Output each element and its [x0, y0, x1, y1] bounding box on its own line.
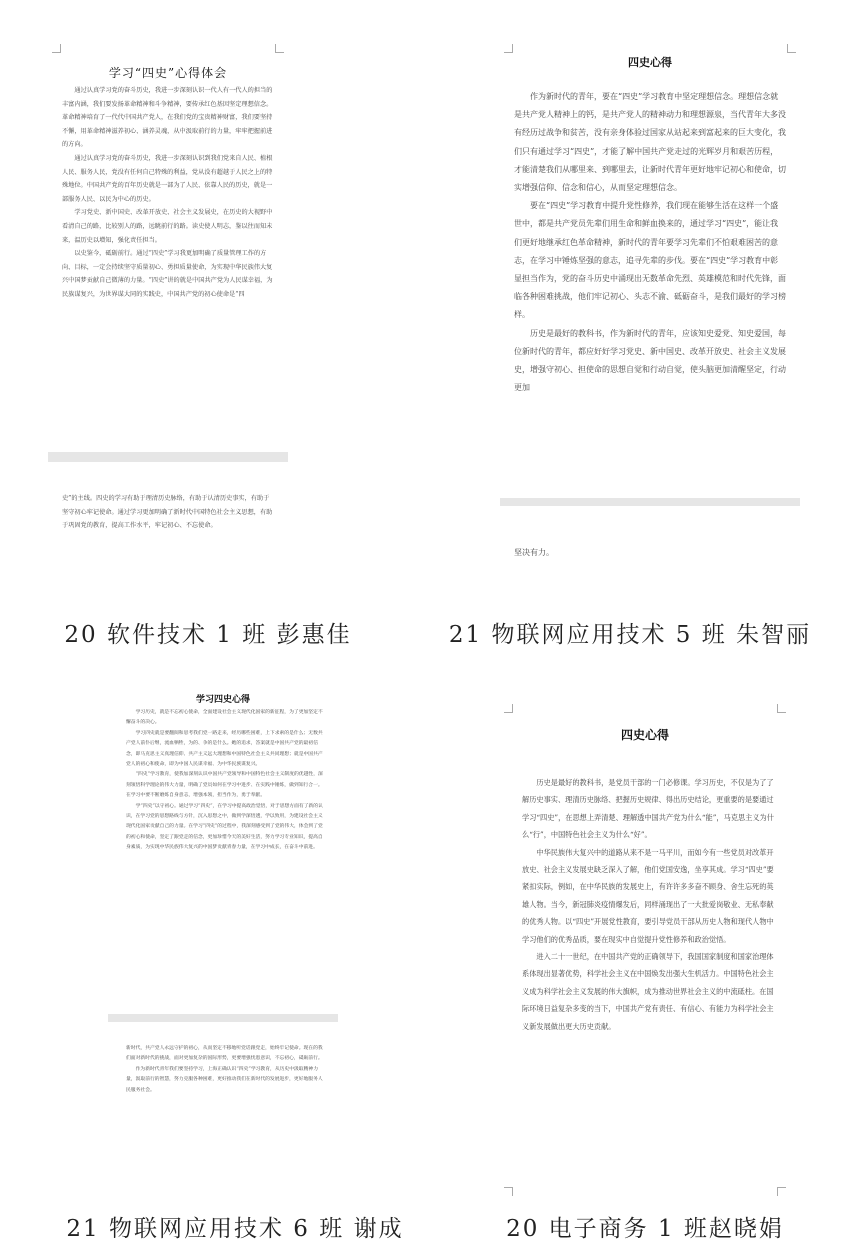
corner-mark — [504, 1187, 513, 1196]
corner-mark — [275, 44, 284, 53]
document-3 — [108, 680, 338, 1200]
corner-mark — [787, 44, 796, 53]
caption-3: 21 物联网应用技术 6 班 谢成 — [66, 1216, 404, 1242]
document-1 — [48, 40, 288, 580]
document-4 — [500, 700, 790, 1200]
corner-mark — [504, 44, 513, 53]
caption-2: 21 物联网应用技术 5 班 朱智丽 — [448, 622, 812, 648]
doc3-paragraph: 新时代，共产党人永远守护的初心，从而坚定不移地听党话跟党走，始终牢记使命。现在的我们面对新时代的挑战，面对更加复杂的国际形势，更要增强忧患意识，不忘初心，砥砺前行。 — [126, 1046, 323, 1062]
doc3-title: 学习四史心得 — [195, 695, 250, 705]
doc3-paragraph: 学习四史就是要翻阅和思考我们党一路走来，经历哪些困难，上下求索的是什么；无数共产党人前仆后继，流血牺牲，为的、争的是什么。她的追求，答案就是中国共产党的最初信念，即马克思主义真理信仰、共产主义远大理想和中国特色社会主义共同理想；就是中国共产党人的初心和使命，即为中国人民谋幸福、为中华民族谋复兴。 — [126, 730, 323, 768]
doc1-paragraph: 以史鉴今，砥砺前行。通过“四史”学习我更加明确了质量管理工作的方向、目标，一定会持续坚守质量初心、勇担质量使命，为实现中华民族伟大复兴中国梦贡献自己微薄的力量。“四史”讲的就是中国共产党为人民谋幸福，为民族谋复兴，为世界谋大同的实践史，中国共产党的初心使命是“四 — [62, 250, 273, 298]
doc4-paragraph: 历史是最好的教科书，是党员干部的一门必修课。学习历史，不仅是为了了解历史事实、理清历史脉络、把握历史规律、得出历史结论，更重要的是要通过学习“四史”，在思想上弄清楚、理解透中国共产党为什么“能”，马克思主义为什么“行”，中国特色社会主义为什么“好”。 — [522, 778, 774, 840]
doc1-page-2 — [48, 480, 288, 580]
doc1-paragraph: 通过认真学习党的奋斗历史，我进一步深刻认识一代人有一代人的担当的丰富内涵，我们要发扬革命精神和斗争精神，要传承红色基因坚定理想信念。革命精神培育了一代代中国共产党人，在我们党的宝贵精神财富，我们要坚持不懈，用革命精神滋养初心、涵养灵魂，从中汲取前行的力量，牢牢把握前进的方向。 — [62, 87, 273, 149]
doc1-paragraph: 学习党史、新中国史、改革开放史、社会主义发展史，在历史的大视野中看清自己的路，比较别人的路，远眺前行的路。读史使人明志，鉴以往而知未来，温历史以增知，强化责任担当。 — [62, 209, 273, 244]
doc2-title: 四史心得 — [628, 56, 672, 69]
corner-mark — [777, 1187, 786, 1196]
doc3-paragraph: 学习历史，就是不忘初心使命，全面建设社会主义现代化国家的新征程，为了更加坚定不懈奋斗的决心。 — [126, 710, 323, 726]
doc4-paragraph: 进入二十一世纪，在中国共产党的正确领导下，我国国家制度和国家治理体系体现出显著优势，科学社会主义在中国焕发出强大生机活力。中国特色社会主义成为科学社会主义发展的伟大旗帜，成为推动世界社会主义的中流砥柱。在国际环境日益复杂多变的当下，中国共产党有责任、有信心、有能力为科学社会主义新发展做出更大历史贡献。 — [522, 952, 774, 1031]
doc4-paragraph: 中华民族伟大复兴中的道路从来不是一马平川，而如今有一些党员对改革开放史、社会主义发展史缺乏深入了解，他们党国安逸，坐享其成。学习“四史”要紧扣实际，例如，在中华民族的发展史上，有许许多多奋不顾身、舍生忘死的英雄人物。当今，新冠肺炎疫情爆发后，同样涌现出了一大批爱岗敬业、无私奉献的优秀人物。以“四史”开展党性教育，要引导党员干部从历史人物和现代人物中学习他们的优秀品质，要在现实中自觉提升党性修养和政治觉悟。 — [522, 847, 774, 944]
doc1-page-1 — [48, 40, 288, 450]
doc3-paragraph: 作为新时代青年我们要坚持学习，上海正确认识“四史”学习教育，从历史中汲取精神力量，汲取前行的智慧，努力克服各种困难，更好推动我们在新时代的发展进步，更好地服务人民服务社会。 — [126, 1066, 323, 1093]
page-gap — [108, 1014, 338, 1022]
page-gap — [500, 498, 800, 506]
doc4-page — [500, 700, 790, 1200]
doc1-paragraph: 史”的主线。四史的学习有助于理清历史脉络，有助于认清历史事实，有助于坚守初心牢记使命。通过学习更加明确了新时代中国特色社会主义思想，有助于巩固党的教育，提高工作水平，牢记初心、不忘使命。 — [62, 495, 273, 530]
document-2 — [500, 40, 800, 580]
caption-1: 20 软件技术 1 班 彭惠佳 — [64, 622, 352, 648]
corner-mark — [52, 44, 61, 53]
caption-4: 20 电子商务 1 班赵晓娟 — [506, 1216, 784, 1242]
corner-mark — [504, 704, 513, 713]
doc2-paragraph: 作为新时代的青年，要在“四史”学习教育中坚定理想信念。理想信念就是共产党人精神上的钙，是共产党人的精神动力和理想源泉，当代青年大多没有经历过战争和贫苦，没有亲身体验过国家从站起来到富起来的巨大变化，我们只有通过学习“四史”，才能了解中国共产党走过的光辉岁月和艰苦历程，才能清楚我们从哪里来、到哪里去，让新时代青年更好地牢记初心和使命，切实增强信仰、信念和信心，从而坚定理想信念。 — [514, 92, 786, 193]
doc2-paragraph: 历史是最好的教科书，作为新时代的青年，应该知史爱党、知史爱国，每位新时代的青年，都应好好学习党史、新中国史、改革开放史、社会主义发展史，增强守初心、担使命的思想自觉和行动自觉，使头脑更加清醒坚定，行动更加 — [514, 328, 786, 393]
doc1-title: 学习“四史”心得体会 — [108, 66, 228, 80]
doc3-paragraph: 学“四史”以守初心。通过学习“四史”，在学习中提高政治觉悟，对于思想方面有了新的认识，在学习党的思想路线与方针，沉入思想之中，做到学深悟透，学以致用，为建设社会主义现代化国家贡献自己的力量。在学习“四史”的过程中，我深刻感受到了党的伟大，体会到了党的初心和使命，坚定了跟党走的信念，更加珍惜今天的美好生活，努力学习专业知识，提高自身素质，为实现中华民族伟大复兴的中国梦贡献青春力量，在学习中成长，在奋斗中前进。 — [126, 803, 323, 851]
doc3-paragraph: “四史”学习教育，使我加深刻认识中国共产党领导和中国特色社会主义制度的优越性，深刻领悟科学理论的伟大力量，明确了党员如何在学习中进步、在实践中锤炼，做到知行合一。在学习中要不断磨炼自身意志，增强本领，担当作为，勇于奉献。 — [126, 772, 323, 799]
doc2-paragraph: 要在“四史”学习教育中提升党性修养，我们现在能够生活在这样一个盛世中，都是共产党员先辈们用生命和鲜血换来的，通过学习“四史”，能让我们更好地继承红色革命精神，新时代的青年要学习先辈们不怕艰难困苦的意志，在学习中锤炼坚强的意志，追寻先辈的步伐。要在“四史”学习教育中彰显担当作为，党的奋斗历史中涌现出无数革命先烈、英雄模范和时代先锋，面临各种困难挑战，他们牢记初心、头志不渝、砥砺奋斗，是我们最好的学习榜样。 — [514, 201, 786, 320]
doc2-page-2 — [500, 530, 800, 580]
page-gap — [48, 452, 288, 462]
doc4-title: 四史心得 — [620, 728, 669, 742]
corner-mark — [777, 704, 786, 713]
doc1-paragraph: 通过认真学习党的奋斗历史，我进一步深刻认识到我们党来自人民、植根人民、服务人民，党没有任何自己特殊的利益，党从没有超越于人民之上的特殊地位。中国共产党的百年历史就是一部为了人民、依靠人民的历史，就是一部服务人民、以民为中心的历史。 — [62, 154, 273, 203]
doc2-page-1 — [500, 40, 800, 470]
doc3-page-2 — [108, 1036, 338, 1176]
doc2-paragraph: 坚决有力。 — [514, 548, 554, 557]
doc3-page-1 — [108, 680, 338, 1000]
